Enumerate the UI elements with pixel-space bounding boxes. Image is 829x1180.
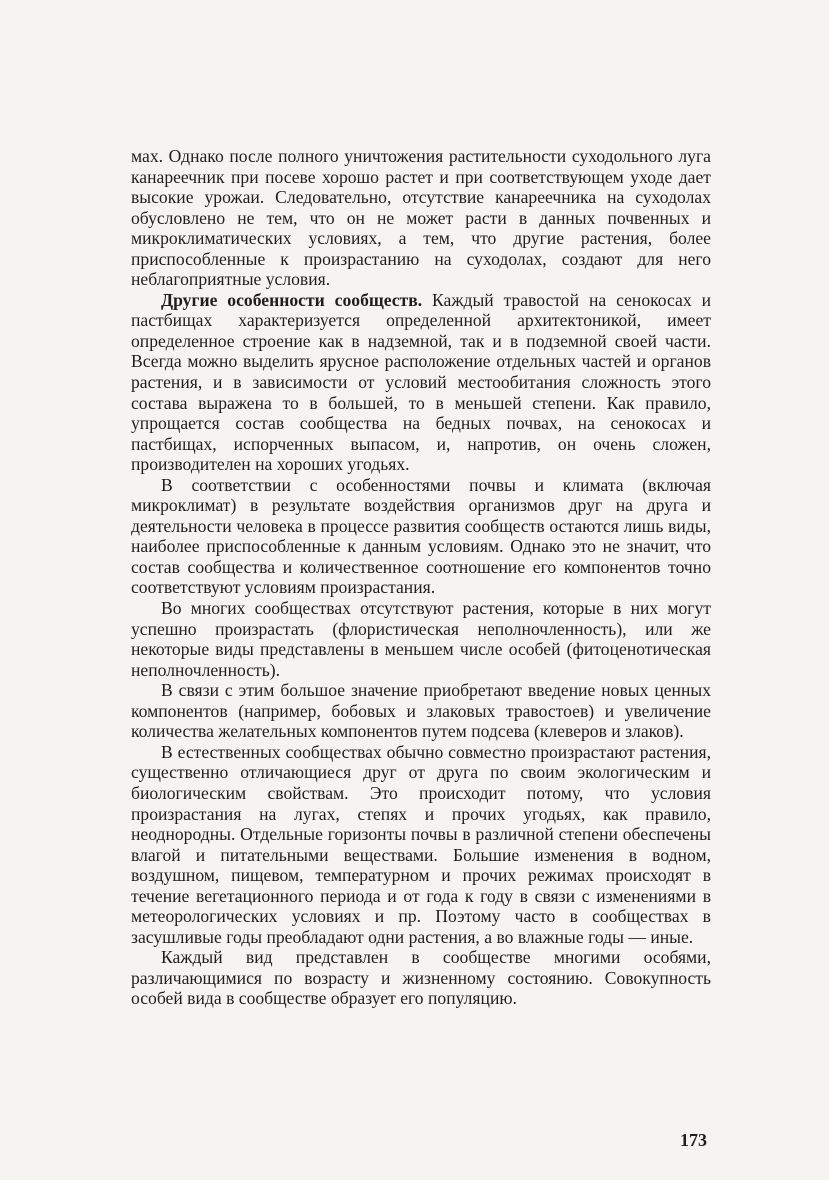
body-text (131, 146, 711, 1009)
paragraph-5: В связи с этим большое значение приобретают введение новых ценных компонентов (например, бобовых и злаковых травостоев) и увеличение количества желательных компонентов путем подсева (клеверов и злаков). (131, 680, 711, 742)
paragraph-7: Каждый вид представлен в сообществе многими особями, различающимися по возрасту и жизненному состоянию. Совокупность особей вида в сообществе образует его популяцию. (131, 947, 711, 1009)
paragraph-4: Во многих сообществах отсутствуют растения, которые в них могут успешно произрастать (флористическая неполночленность), или же некоторые виды представлены в меньшем числе особей (фитоценотическая неполночленность). (131, 598, 711, 680)
paragraph-1: мах. Однако после полного уничтожения растительности суходольного луга канареечник при посеве хорошо растет и при соответствующем уходе дает высокие урожаи. Следовательно, отсутствие канареечника на суходолах обусловлено не тем, что он не может расти в данных почвенных и микроклиматических условиях, а тем, что другие растения, более приспособленные к произрастанию на суходолах, создают для него неблагоприятные условия. (131, 146, 711, 290)
paragraph-3: В соответствии с особенностями почвы и климата (включая микроклимат) в результате воздействия организмов друг на друга и деятельности человека в процессе развития сообществ остаются лишь виды, наиболее приспособленные к данным условиям. Однако это не значит, что состав сообщества и количественное соотношение его компонентов точно соответствуют условиям произрастания. (131, 474, 711, 598)
paragraph-2 (131, 290, 711, 475)
page-number: 173 (680, 1130, 707, 1150)
paragraph-6: В естественных сообществах обычно совместно произрастают растения, существенно отличающиеся друг от друга по своим экологическим и биологическим свойствам. Это происходит потому, что условия произрастания на лугах, степях и прочих угодьях, как правило, неоднородны. Отдельные горизонты почвы в различной степени обеспечены влагой и питательными веществами. Большие изменения в водном, воздушном, пищевом, температурном и прочих режимах происходят в течение вегетационного периода и от года к году в связи с изменениями в метеорологических условиях и пр. Поэтому часто в сообществах в засушливые годы преобладают одни растения, а во влажные годы — иные. (131, 741, 711, 947)
paragraph-2-text: Каждый травостой на сенокосах и пастбищах характеризуется определенной архитектоникой, имеет определенное строение как в надземной, так и в подземной своей части. Всегда можно выделить ярусное расположение отдельных частей и органов растения, и в зависимости от условий местообитания сложность этого состава выражена то в большей, то в меньшей степени. Как правило, упрощается состав сообщества на бедных почвах, на сенокосах и пастбищах, испорченных выпасом, и, напротив, он очень сложен, производителен на хороших угодьях. (131, 289, 711, 475)
section-heading: Другие особенности сообществ. (161, 289, 423, 310)
